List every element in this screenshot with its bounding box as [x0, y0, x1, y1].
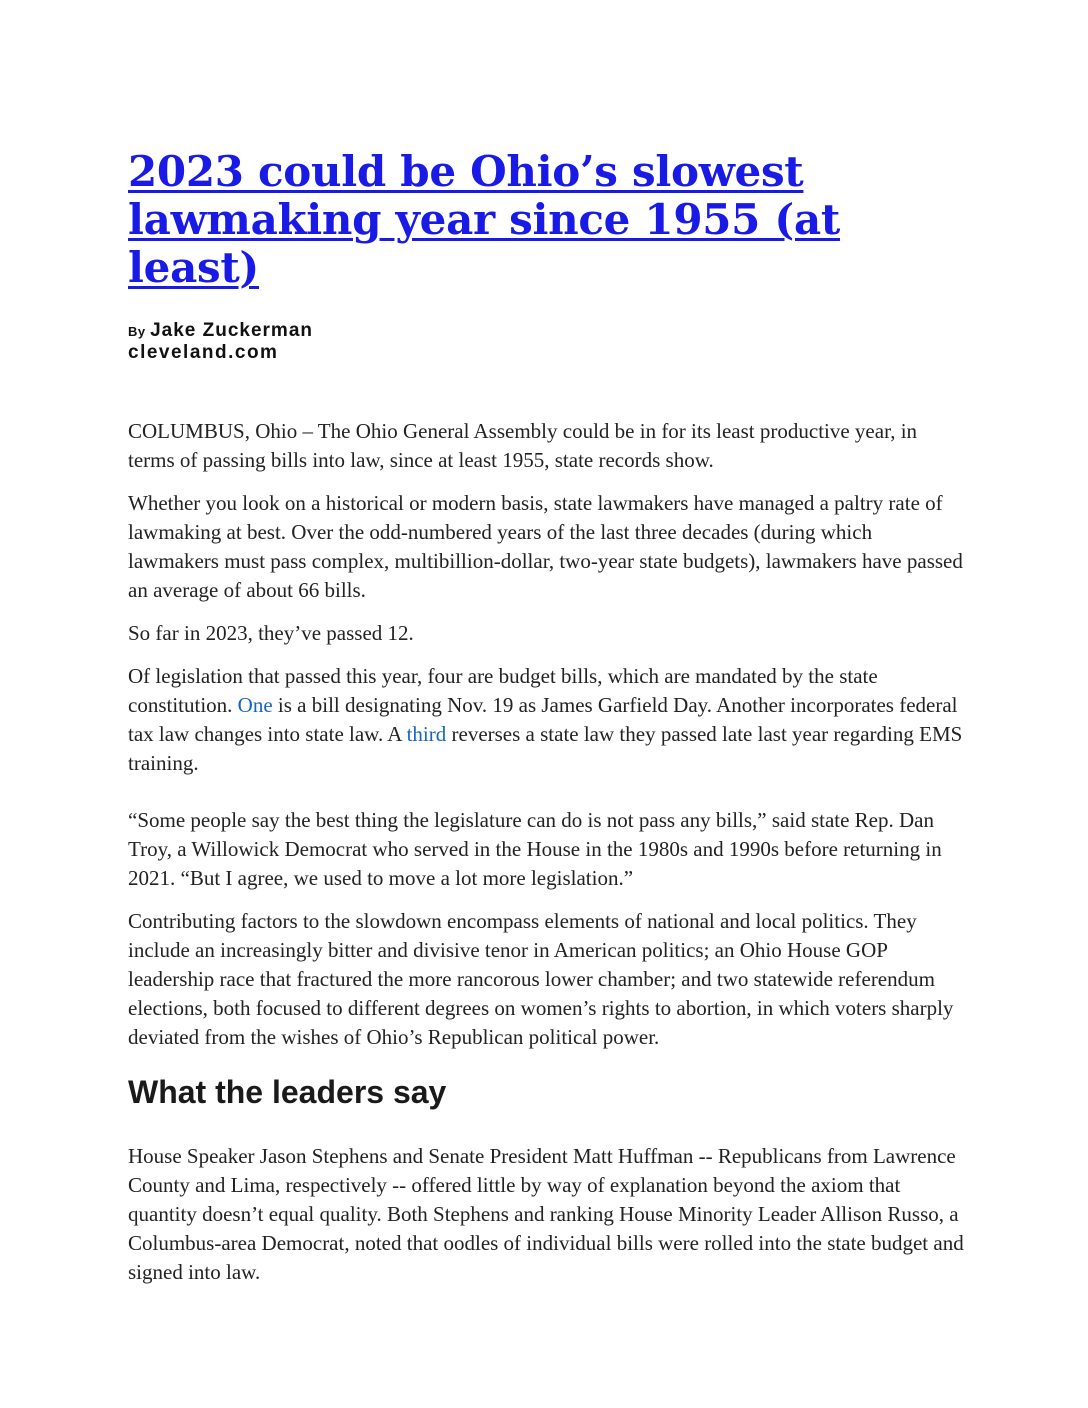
headline-link[interactable]: 2023 could be Ohio’s slowest lawmaking year since 1955 (at least) [128, 147, 841, 292]
ems-training-bill-link[interactable]: third [406, 722, 447, 746]
paragraph-troy-quote: “Some people say the best thing the legislature can do is not pass any bills,” said state Rep. Dan Troy, a Willowick Democrat who served in the House in the 1980s and 1990s before returning in 2021. “But I agree, we used to move a lot more legislation.” [128, 808, 942, 890]
paragraph-text: is a bill designating Nov. 19 as James Garfield Day. Another incorporates federal tax law changes into state law. A [128, 693, 958, 746]
paragraph-bills-passed: So far in 2023, they’ve passed 12. [128, 621, 414, 645]
outlet-name: cleveland.com [128, 342, 279, 363]
garfield-day-bill-link[interactable]: One [237, 693, 273, 717]
paragraph-legislation-types [128, 662, 968, 778]
paragraph-dateline: COLUMBUS, Ohio – The Ohio General Assembly could be in for its least productive year, in terms of passing bills into law, since at least 1955, state records show. [128, 419, 918, 472]
paragraph-text: Of legislation that passed this year, four are budget bills, which are mandated by the state constitution. [128, 664, 878, 717]
paragraph-lawmaking-rate: Whether you look on a historical or modern basis, state lawmakers have managed a paltry rate of lawmaking at best. Over the odd-numbered years of the last three decades (during which lawmakers must pass complex, multibillion-dollar, two-year state budgets), lawmakers have passed an average of about 66 bills. [128, 491, 963, 602]
byline [128, 320, 968, 342]
section-heading: What the leaders say [128, 1074, 447, 1110]
author-name: Jake Zuckerman [150, 320, 313, 341]
paragraph-text: reverses a state law they passed late last year regarding EMS training. [128, 722, 963, 775]
byline-by-label: By [128, 324, 146, 339]
paragraph-leaders: House Speaker Jason Stephens and Senate President Matt Huffman -- Republicans from Lawrence County and Lima, respectively -- offered little by way of explanation beyond the axiom that quantity doesn’t equal quality. Both Stephens and ranking House Minority Leader Allison Russo, a Columbus-area Democrat, noted that oodles of individual bills were rolled into the state budget and signed into law. [128, 1144, 964, 1284]
paragraph-contributing-factors: Contributing factors to the slowdown encompass elements of national and local politics. They include an increasingly bitter and divisive tenor in American politics; an Ohio House GOP leadership race that fractured the more rancorous lower chamber; and two statewide referendum elections, both focused to different degrees on women’s rights to abortion, in which voters sharply deviated from the wishes of Ohio’s Republican political power. [128, 909, 954, 1049]
article [128, 148, 968, 1287]
